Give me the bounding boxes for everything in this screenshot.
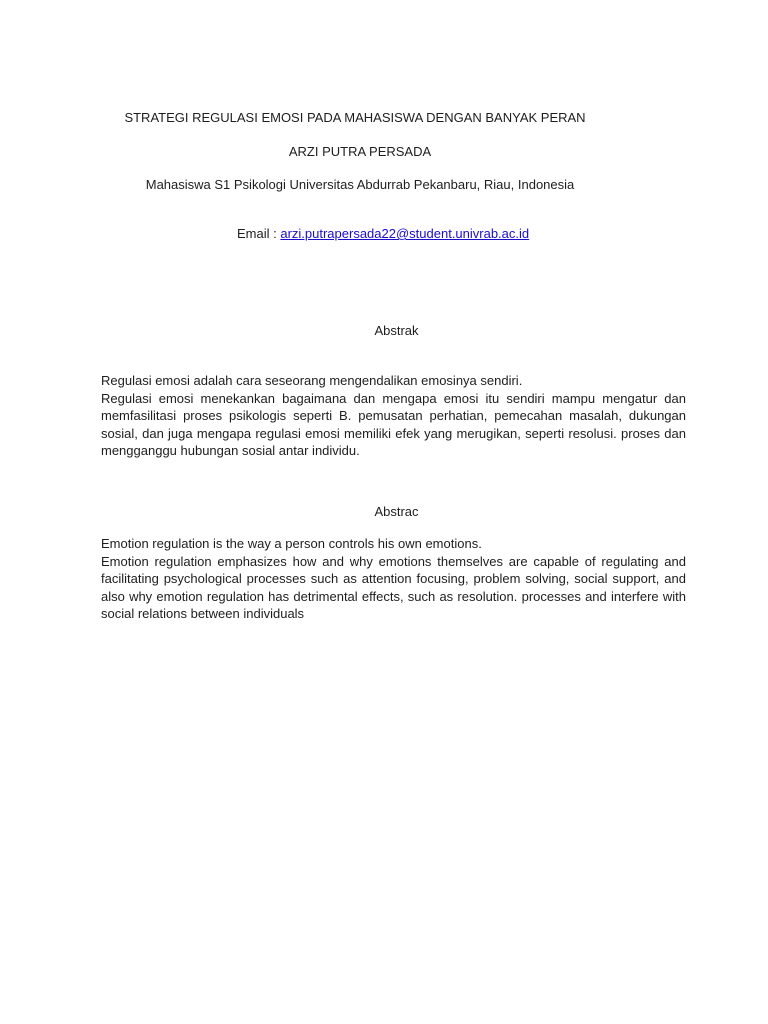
abstrak-first-line: Regulasi emosi adalah cara seseorang mengendalikan emosinya sendiri. <box>101 373 523 388</box>
paper-title: STRATEGI REGULASI EMOSI PADA MAHASISWA DENGAN BANYAK PERAN <box>124 110 586 125</box>
author-affiliation: Mahasiswa S1 Psikologi Universitas Abdurrab Pekanbaru, Riau, Indonesia <box>145 177 575 192</box>
email-label: Email : <box>237 226 281 241</box>
abstrac-body: Emotion regulation emphasizes how and why emotions themselves are capable of regulating and facilitating psychological processes such as attention focusing, problem solving, social support, and also why emotion regulation has detrimental effects, such as resolution. processes and interfere with social relations between individuals <box>101 553 686 621</box>
abstrac-heading: Abstrac <box>374 504 419 519</box>
email-line <box>237 225 529 243</box>
abstrak-paragraph <box>101 372 686 460</box>
abstrac-first-line: Emotion regulation is the way a person controls his own emotions. <box>101 536 482 551</box>
abstrac-paragraph <box>101 535 686 623</box>
abstrak-heading: Abstrak <box>374 323 419 338</box>
abstrak-body: Regulasi emosi menekankan bagaimana dan mengapa emosi itu sendiri mampu mengatur dan memfasilitasi proses psikologis seperti B. pemusatan perhatian, pemecahan masalah, dukungan sosial, dan juga mengapa regulasi emosi memiliki efek yang merugikan, seperti resolusi. proses dan mengganggu hubungan sosial antar individu. <box>101 390 686 458</box>
author-name: ARZI PUTRA PERSADA <box>288 144 432 159</box>
email-link[interactable]: arzi.putrapersada22@student.univrab.ac.id <box>280 226 530 241</box>
